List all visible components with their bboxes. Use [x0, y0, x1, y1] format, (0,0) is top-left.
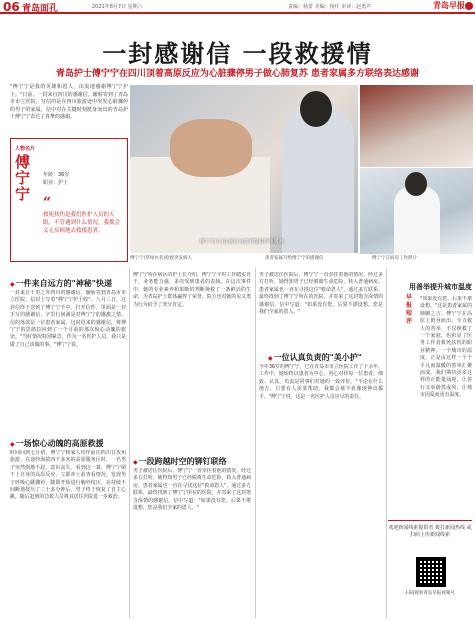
- section-heading: [10, 438, 104, 449]
- newspaper-logo: 青岛早报: [433, 1, 465, 10]
- sidebar-title: 用善举提升城市温度: [409, 283, 472, 291]
- main-photo-overlay-caption: 傅宁宁(左)在病房为患者提供护理服务。: [199, 239, 289, 245]
- qr-code-icon[interactable]: [416, 557, 446, 587]
- diamond-icon: ◆: [133, 459, 138, 466]
- lead-paragraph: "傅宁宁是我的英雄和恩人，由衷地感谢傅宁宁护士。"日前，一封来自四川的感谢信，辗转寄到了青岛市市立医院。写信的是在四川旅游途中突发心脏骤停的男子的家属，信中对在关键时刻挺身而出的青岛护士傅宁宁表达了真挚的感谢。: [10, 84, 128, 121]
- sidebar-body: "如果没有您，后果不堪设想。"这是患者家属的肺腑之言。傅宁宁在高原上挺身而出、全力救人的善举，不仅挽救了一个家庭，也彰显了医务工作者救死扶伤的职业精神。一个城市的温度，正是由这样一个个平凡而温暖的善举汇聚而成。我们期待更多这样的正能量涌现，让善行义举蔚然成风，让城市因爱而更有温度。: [420, 296, 472, 399]
- photo-nurse-shape: [282, 107, 354, 253]
- section-heading: [268, 352, 362, 363]
- diamond-icon: ◆: [268, 355, 273, 362]
- portrait-head-shape: [405, 172, 427, 196]
- section-body: 男子被送往医院后，傅宁宁一直牵挂着他的情况。经过多方打听，她得知男子已经脱离生命危险，转入普通病房。患者家属也一直在寻找这位"救命恩人"，通过多方联系，最终找到了傅宁宁所在的医院，并寄来了这封饱含深情的感谢信。信中写道："如果没有您，后果不堪设想，您是我们全家的恩人。": [259, 272, 383, 316]
- issue-date: 2021年8月7日 星期六: [92, 4, 143, 10]
- page-headline: 一封感谢信 一段救援情: [102, 40, 373, 68]
- diamond-icon: ◆: [10, 281, 15, 288]
- portrait-body-shape: [394, 186, 440, 254]
- section-body: 时间回到七月初，傅宁宁和家人结伴前往四川甘孜州旅游。在途经海拔四千多米的高原服务区时，一名男子突然倒地不起、意识丧失。看到这一幕，傅宁宁顾不上自身的高原反应，立即冲上前查看情况，发现男子呼吸心跳骤停，随即开始进行胸外按压。在持续不间断地按压了二十多分钟后，男子终于恢复了自主心跳。随后赶到的急救人员将其送往医院进一步救治。: [10, 450, 126, 501]
- section-heading-text: 一位认真负责的"美小护": [273, 353, 362, 362]
- column-divider: [129, 268, 130, 618]
- quote-mark-icon: “: [43, 195, 52, 211]
- section-body: 一封来自千里之外四川的感谢信，辗转寄到青岛市市立医院，信封上写着"傅宁宁护士收"。八月三日，这封信终于送到了傅宁宁手中。打开信件，里面是一封手写的感谢信，字里行间满是对傅宁宁的感激之情。信的落款是一位患者家属。这封迟来的感谢信，将傅宁宁的思绪拉回到了一个月前的那次惊心动魄的旅途。"当时情况特别紧急，作为一名医护人员，我只是做了自己该做的事。"傅宁宁说。: [10, 290, 126, 348]
- photo-caption-c: 傅宁宁在病房工作照片: [372, 256, 417, 261]
- photo-caption-b: 患者家属写给傅宁宁的感谢信: [265, 256, 324, 261]
- profile-tag: 人物名片: [15, 146, 36, 152]
- editors-credit: 责编：杨蕾 美编：杨佳 审读：赵勇声: [288, 4, 372, 10]
- section-heading-text: 一段跨越时空的铆钉联络: [138, 457, 227, 466]
- page-subheadline: 青岛护士傅宁宁在四川顶着高原反应为心脏骤停男子做心肺复苏 患者家属多方联络表达感谢: [55, 69, 420, 79]
- masthead: [0, 0, 475, 14]
- photo-patient-shape: [170, 119, 252, 177]
- qr-promo-text: 欢迎新闻线索提供者 拨打新闻热线 或扫码上传新闻线索: [388, 525, 472, 538]
- photo-caption-a: 傅宁宁(穿绿衣者)抢救突发病人: [130, 256, 193, 261]
- main-photo: [130, 85, 358, 253]
- section-body: 今年36岁的傅宁宁，已在青岛市市立医院工作了十余年。工作中，她始终以患者为中心，用心对待每一位患者，细致、认真、负责是同事们对她的一致评价。"不论在什么地方，只要有人需要帮助，我都会毫不犹豫地伸出援手。"傅宁宁说，这是一名医护人员应尽的责任。: [259, 364, 383, 400]
- qr-panel: [388, 520, 472, 602]
- column-divider: [255, 268, 256, 618]
- section-body: 傅宁宁所在病区的护士长介绍，傅宁宁平时工作踏实肯干，业务能力强，多次受到患者的表扬。在这次事件中，她的专业素养和果断的判断挽救了一条鲜活的生命，为青岛护士群体赢得了荣誉。院方也对她的见义勇为行为给予了充分肯定。: [133, 272, 251, 308]
- section-heading-text: 一场惊心动魄的高原救援: [15, 439, 104, 448]
- profile-card: [10, 138, 128, 262]
- profile-name: 傅宁宁: [15, 153, 31, 203]
- section-heading-text: 一件来自远方的"神秘"快递: [15, 279, 112, 288]
- section-body: 男子被送往医院后，傅宁宁一直牵挂着他的情况。经过多方打听，她得知男子已经脱离生命危险，转入普通病房。患者家属也一直在寻找这位"救命恩人"，通过多方联系，最终找到了傅宁宁所在的医院，并寄来了这封饱含深情的感谢信。信中写道："如果没有您，后果不堪设想，您是我们全家的恩人。": [133, 468, 251, 512]
- profile-job: 职业：护士: [43, 180, 69, 186]
- profile-age: 年龄：36岁: [43, 172, 70, 178]
- sidebar-vertical-label: 早报短评: [406, 294, 413, 325]
- nurse-portrait-photo: [360, 168, 473, 254]
- profile-info: [43, 171, 69, 187]
- qr-note: 扫码观看青岛早报视频号: [405, 591, 455, 596]
- section-heading: [10, 278, 112, 289]
- profile-quote: 救死扶伤是我们医护人员的天职，不管遇到什么情况，我都会义无反顾地去救援患者。: [43, 212, 121, 234]
- photo-nurse-head-shape: [300, 91, 332, 127]
- page-number: 06: [3, 0, 20, 14]
- column-divider: [386, 268, 387, 618]
- letter-photo: [360, 85, 473, 167]
- logo-mark-icon: [465, 2, 473, 10]
- section-name: 青岛面孔: [22, 4, 59, 14]
- section-heading: [133, 456, 227, 467]
- diamond-icon: ◆: [10, 441, 15, 448]
